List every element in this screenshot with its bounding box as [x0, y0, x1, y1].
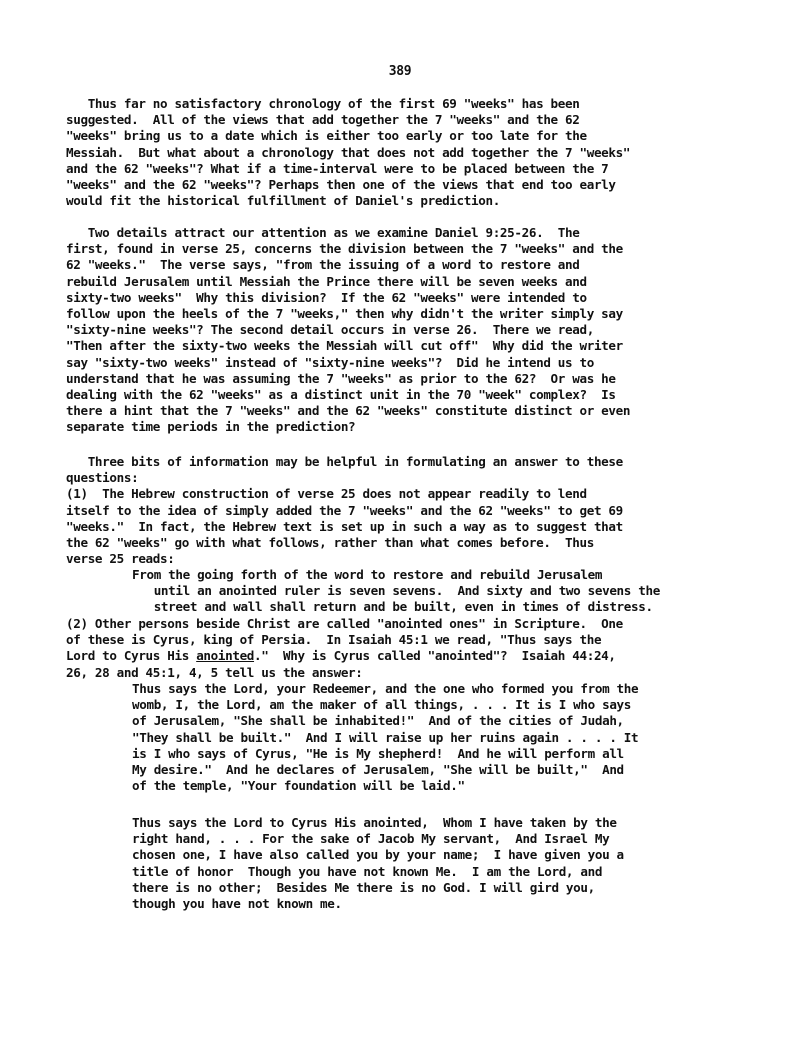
paragraph-anointed-ones — [66, 616, 746, 681]
text-line: questions: — [66, 470, 139, 486]
quote-line: title of honor Though you have not known Me. I am the Lord, and — [132, 863, 603, 879]
text-line: (2) Other persons beside Christ are called "anointed ones" in Scripture. One — [66, 616, 623, 631]
quote-line: of the temple, "Your foundation will be laid." — [132, 778, 465, 794]
paragraph-three-bits — [66, 454, 746, 567]
quote-line: chosen one, I have also called you by your name; I have given you a — [132, 847, 624, 863]
text-line: first, found in verse 25, concerns the division between the 7 "weeks" and the — [66, 241, 623, 257]
quote-line: womb, I, the Lord, am the maker of all things, . . . It is I who says — [132, 697, 632, 713]
text-line: verse 25 reads: — [66, 551, 175, 567]
text-line: follow upon the heels of the 7 "weeks," then why didn't the writer simply say — [66, 305, 623, 321]
text-segment: Lord to Cyrus His — [66, 648, 197, 664]
text-line: dealing with the 62 "weeks" as a distinct unit in the 70 "week" complex? Is — [66, 386, 616, 402]
block-quote-isaiah-45 — [66, 815, 772, 912]
block-quote-isaiah-44 — [66, 681, 772, 794]
page-number: 389 — [388, 64, 412, 79]
text-line: there a hint that the 7 "weeks" and the 62 "weeks" constitute distinct or even — [66, 403, 631, 419]
text-line: would fit the historical fulfillment of Daniel's prediction. — [66, 193, 500, 209]
text-line: suggested. All of the views that add together the 7 "weeks" and the 62 — [66, 112, 580, 128]
quote-line: My desire." And he declares of Jerusalem, "She will be built," And — [132, 761, 624, 777]
text-line: Messiah. But what about a chronology that does not add together the 7 "weeks" — [66, 144, 631, 160]
quote-line: right hand, . . . For the sake of Jacob My servant, And Israel My — [132, 831, 610, 847]
text-line: say "sixty-two weeks" instead of "sixty-nine weeks"? Did he intend us to — [66, 354, 594, 370]
text-line: Two details attract our attention as we examine Daniel 9:25-26. The — [66, 225, 580, 240]
text-line: the 62 "weeks" go with what follows, rather than what comes before. Thus — [66, 534, 594, 550]
text-line: sixty-two weeks" Why this division? If the 62 "weeks" were intended to — [66, 289, 587, 305]
quote-line: street and wall shall return and be built, even in times of distress. — [132, 599, 653, 615]
text-line: "weeks" bring us to a date which is either too early or too late for the — [66, 128, 587, 144]
quote-line: Thus says the Lord to Cyrus His anointed, Whom I have taken by the — [132, 815, 617, 830]
text-line: rebuild Jerusalem until Messiah the Prince there will be seven weeks and — [66, 273, 587, 289]
quote-line: "They shall be built." And I will raise up her ruins again . . . . It — [132, 729, 639, 745]
text-line: Thus far no satisfactory chronology of the first 69 "weeks" has been — [66, 96, 580, 111]
paragraph-chronology-intro — [66, 96, 746, 209]
text-line: separate time periods in the prediction? — [66, 419, 356, 435]
quote-line: is I who says of Cyrus, "He is My shepherd! And he will perform all — [132, 745, 624, 761]
text-line: 62 "weeks." The verse says, "from the issuing of a word to restore and — [66, 257, 580, 273]
quote-line: there is no other; Besides Me there is no God. I will gird you, — [132, 879, 595, 895]
text-line: "weeks" and the 62 "weeks"? Perhaps then one of the views that end too early — [66, 176, 616, 192]
quote-line: Thus says the Lord, your Redeemer, and the one who formed you from the — [132, 681, 639, 696]
block-quote-verse-25 — [66, 567, 772, 616]
underlined-word: anointed — [196, 648, 255, 664]
quote-line: until an anointed ruler is seven sevens. And sixty and two sevens the — [132, 583, 660, 599]
text-segment: ." Why is Cyrus called "anointed"? Isaiah 44:24, — [254, 648, 616, 664]
paragraph-two-details — [66, 225, 746, 435]
text-line: and the 62 "weeks"? What if a time-interval were to be placed between the 7 — [66, 160, 609, 176]
text-line: of these is Cyrus, king of Persia. In Isaiah 45:1 we read, "Thus says the — [66, 632, 602, 648]
quote-line: of Jerusalem, "She shall be inhabited!" And of the cities of Judah, — [132, 713, 624, 729]
text-line — [66, 648, 746, 664]
text-line: 26, 28 and 45:1, 4, 5 tell us the answer: — [66, 664, 363, 680]
quote-line: From the going forth of the word to restore and rebuild Jerusalem — [132, 567, 603, 582]
text-line: "weeks." In fact, the Hebrew text is set up in such a way as to suggest that — [66, 518, 623, 534]
quote-line: though you have not known me. — [132, 895, 342, 911]
text-line: itself to the idea of simply added the 7 "weeks" and the 62 "weeks" to get 69 — [66, 502, 623, 518]
text-line: "sixty-nine weeks"? The second detail occurs in verse 26. There we read, — [66, 322, 594, 338]
text-line: understand that he was assuming the 7 "weeks" as prior to the 62? Or was he — [66, 370, 616, 386]
text-line: Three bits of information may be helpful in formulating an answer to these — [66, 454, 623, 469]
text-line: (1) The Hebrew construction of verse 25 does not appear readily to lend — [66, 486, 587, 502]
text-line: "Then after the sixty-two weeks the Messiah will cut off" Why did the writer — [66, 338, 623, 354]
